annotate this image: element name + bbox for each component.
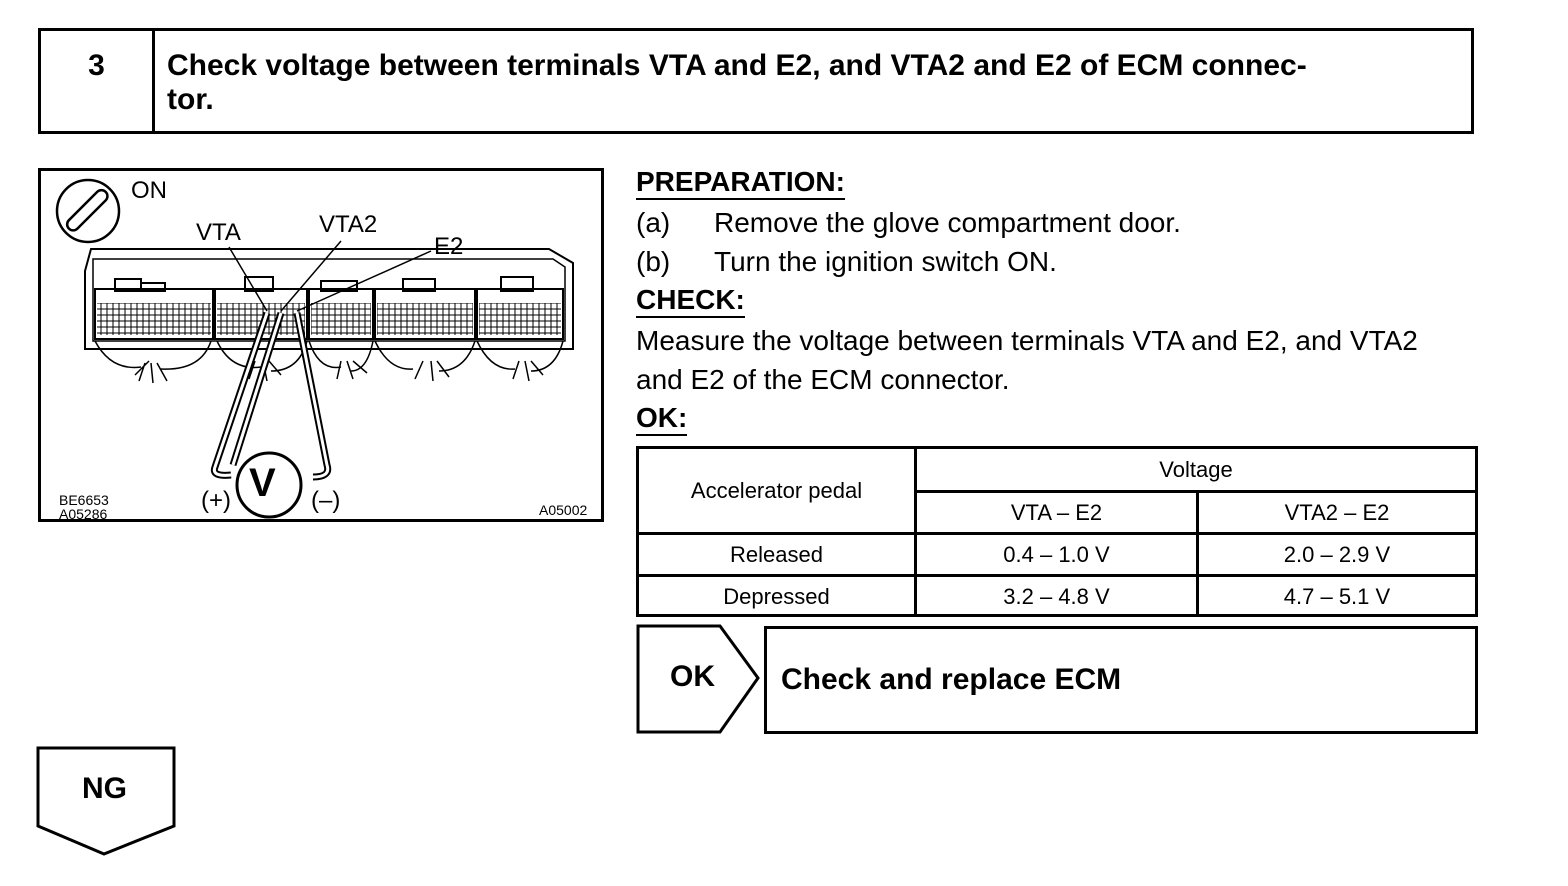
check-heading: CHECK: bbox=[636, 284, 745, 318]
step-number: 3 bbox=[41, 31, 155, 131]
preparation-heading: PREPARATION: bbox=[636, 166, 845, 200]
ignition-switch-icon bbox=[57, 180, 119, 242]
table-cell-vta: 3.2 – 4.8 V bbox=[1003, 584, 1110, 609]
table-cell-vta2: 2.0 – 2.9 V bbox=[1283, 541, 1391, 567]
meter-symbol: V bbox=[249, 461, 276, 505]
ok-result-box bbox=[764, 626, 1478, 734]
check-text-line2: and E2 of the ECM connector. bbox=[636, 364, 1010, 395]
header-vta-e2: VTA – E2 bbox=[1010, 499, 1103, 525]
diagram-code-2: A05286 bbox=[59, 506, 108, 522]
step-title bbox=[167, 49, 1457, 117]
ok-tag-label: OK bbox=[670, 660, 715, 693]
step-header bbox=[38, 28, 1474, 134]
prep-item-letter: (b) bbox=[636, 246, 671, 277]
wire-harness bbox=[95, 341, 563, 383]
switch-label: ON bbox=[131, 177, 167, 204]
prep-item-letter: (a) bbox=[636, 207, 671, 238]
ok-heading: OK: bbox=[636, 402, 687, 436]
diagram-code-1: BE6653 bbox=[59, 492, 109, 508]
header-accelerator-pedal: Accelerator pedal bbox=[690, 477, 863, 503]
terminal-label-vta2: VTA2 bbox=[319, 211, 378, 238]
ok-result-action: Check and replace ECM bbox=[781, 663, 1122, 696]
terminal-label-vta: VTA bbox=[196, 219, 241, 246]
check-text-line1: Measure the voltage between terminals VTA and E2, and VTA2 bbox=[636, 325, 1418, 356]
prep-item-text: Turn the ignition switch ON. bbox=[714, 246, 1057, 277]
step-title-text: Check voltage between terminals VTA and E2, and VTA2 and E2 of ECM connec- tor. bbox=[167, 49, 1307, 116]
connector-diagram bbox=[38, 168, 604, 522]
table-cell-pedal: Released bbox=[730, 541, 823, 567]
prep-item-text: Remove the glove compartment door. bbox=[714, 207, 1181, 238]
table-cell-pedal: Depressed bbox=[723, 584, 830, 609]
table-cell-vta: 0.4 – 1.0 V bbox=[1003, 541, 1110, 567]
table-cell-vta2: 4.7 – 5.1 V bbox=[1283, 584, 1391, 609]
minus-label: (–) bbox=[311, 487, 341, 514]
terminal-label-e2: E2 bbox=[434, 233, 464, 260]
header-voltage: Voltage bbox=[1159, 456, 1233, 482]
ng-tag-label: NG bbox=[82, 772, 127, 805]
diagram-code-3: A05002 bbox=[539, 502, 588, 518]
voltage-spec-table bbox=[636, 446, 1478, 617]
header-vta2-e2: VTA2 – E2 bbox=[1284, 499, 1390, 525]
plus-label: (+) bbox=[201, 487, 231, 514]
